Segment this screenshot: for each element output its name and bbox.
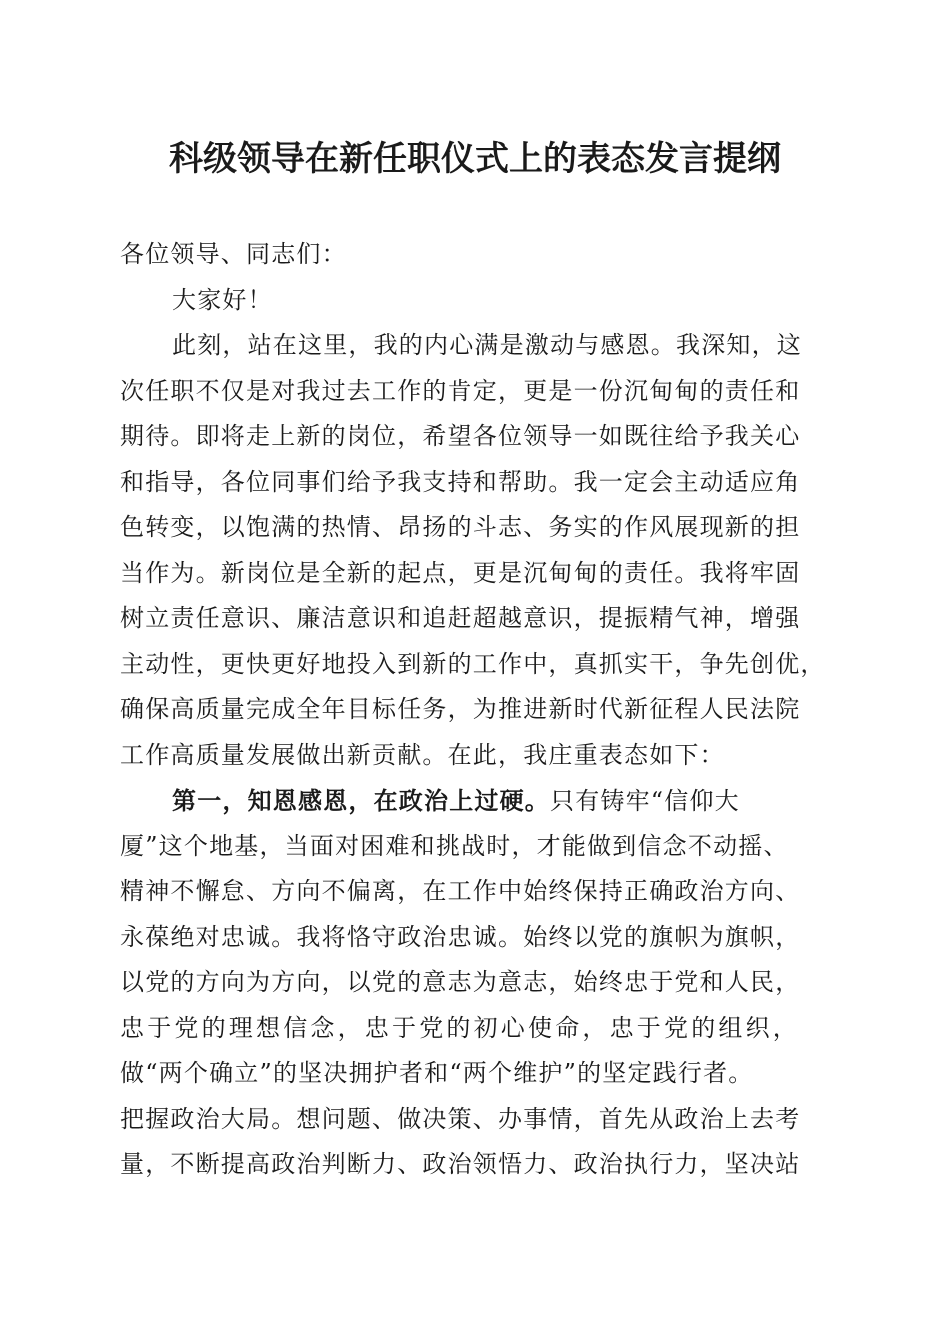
paragraph-line: 当作为。新岗位是全新的起点，更是沉甸甸的责任。我将牢固 xyxy=(120,558,801,587)
section-one-heading: 第一，知恩感恩，在政治上过硬。 xyxy=(172,786,550,815)
paragraph-line: 期待。即将走上新的岗位，希望各位领导一如既往给予我关心 xyxy=(120,422,801,450)
paragraph-line: 确保高质量完成全年目标任务，为推进新时代新征程人民法院 xyxy=(120,695,801,723)
section-one-line: 以党的方向为方向，以党的意志为意志，始终忠于党和人民， xyxy=(120,968,801,996)
greeting: 大家好！ xyxy=(172,285,273,314)
paragraph-line: 此刻，站在这里，我的内心满是激动与感恩。我深知，这 xyxy=(172,331,802,359)
paragraph-line: 主动性，更快更好地投入到新的工作中，真抓实干，争先创优， xyxy=(120,649,826,678)
section-one-line: 量，不断提高政治判断力、政治领悟力、政治执行力，坚决站 xyxy=(120,1150,801,1178)
document-body xyxy=(120,232,830,1188)
paragraph-line: 工作高质量发展做出新贡献。在此，我庄重表态如下： xyxy=(120,740,725,769)
salutation: 各位领导、同志们： xyxy=(120,240,347,268)
section-one-first-line xyxy=(120,778,830,824)
section-one-line: 做“两个确立”的坚决拥护者和“两个维护”的坚定践行者。 xyxy=(120,1059,754,1087)
section-one-line: 厦”这个地基，当面对困难和挑战时，才能做到信念不动摇、 xyxy=(120,831,789,860)
document-title: 科级领导在新任职仪式上的表态发言提纲 xyxy=(169,139,781,179)
paragraph-line: 树立责任意识、廉洁意识和追赶超越意识，提振精气神，增强 xyxy=(120,604,801,632)
paragraph-line: 色转变，以饱满的热情、昂扬的斗志、务实的作风展现新的担 xyxy=(120,513,801,541)
paragraph-line: 和指导，各位同事们给予我支持和帮助。我一定会主动适应角 xyxy=(120,467,801,496)
paragraph-line: 次任职不仅是对我过去工作的肯定，更是一份沉甸甸的责任和 xyxy=(120,376,801,405)
section-one-first-rest: 只有铸牢“信仰大 xyxy=(550,787,740,815)
section-one-line: 永葆绝对忠诚。我将恪守政治忠诚。始终以党的旗帜为旗帜， xyxy=(120,922,801,951)
section-one-line: 精神不懈怠、方向不偏离，在工作中始终保持正确政治方向、 xyxy=(120,877,801,905)
section-one-line: 忠于党的理想信念，忠于党的初心使命，忠于党的组织， xyxy=(120,1013,800,1042)
section-one-line: 把握政治大局。想问题、做决策、办事情，首先从政治上去考 xyxy=(120,1104,801,1133)
